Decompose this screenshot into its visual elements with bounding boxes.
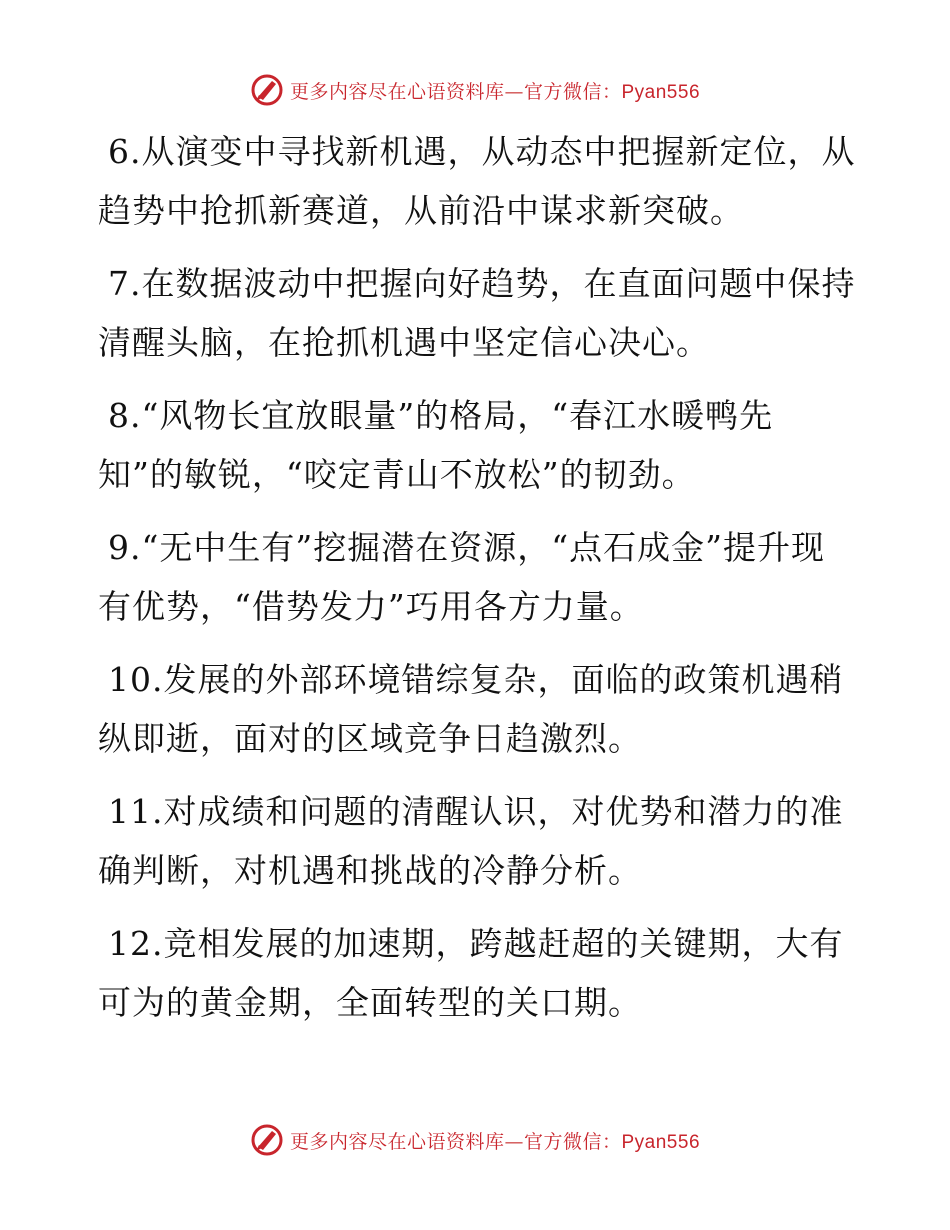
item-text: 对成绩和问题的清醒认识，对优势和潜力的准确判断，对机遇和挑战的冷静分析。 <box>98 792 844 890</box>
item-number: 6. <box>108 132 142 171</box>
footer-wechat-id: Pyan556 <box>621 1131 701 1153</box>
item-text: “风物长宜放眼量”的格局，“春江水暖鸭先知”的敏锐，“咬定青山不放松”的韧劲。 <box>98 396 774 494</box>
item-number: 12. <box>108 924 164 963</box>
header-banner-inner <box>250 73 700 107</box>
header-banner-text <box>290 77 700 104</box>
item-text: 从演变中寻找新机遇，从动态中把握新定位，从趋势中抢抓新赛道，从前沿中谋求新突破。 <box>98 132 856 230</box>
item-number: 8. <box>108 396 142 435</box>
footer-wechat-label: 官方微信： <box>523 1130 622 1153</box>
list-item <box>98 518 858 636</box>
item-number: 11. <box>108 792 164 831</box>
header-banner <box>0 70 950 110</box>
item-text: “无中生有”挖掘潜在资源，“点石成金”提升现有优势，“借势发力”巧用各方力量。 <box>98 528 825 626</box>
item-text: 在数据波动中把握向好趋势，在直面问题中保持清醒头脑，在抢抓机遇中坚定信心决心。 <box>98 264 856 362</box>
list-item <box>98 782 858 900</box>
brush-logo-icon <box>250 73 284 107</box>
header-wechat-label: 官方微信： <box>523 80 622 103</box>
footer-site-name: 更多内容尽在心语资料库 <box>289 1130 505 1153</box>
item-text: 竞相发展的加速期，跨越赶超的关键期，大有可为的黄金期，全面转型的关口期。 <box>98 924 844 1022</box>
footer-banner <box>0 1120 950 1160</box>
list-item <box>98 914 858 1032</box>
item-number: 9. <box>108 528 142 567</box>
document-body <box>98 122 858 1046</box>
list-item <box>98 386 858 504</box>
list-item <box>98 254 858 372</box>
brush-logo-icon <box>250 1123 284 1157</box>
item-number: 10. <box>108 660 164 699</box>
item-text: 发展的外部环境错综复杂，面临的政策机遇稍纵即逝，面对的区域竞争日趋激烈。 <box>98 660 844 758</box>
footer-banner-text <box>290 1127 700 1154</box>
header-separator: — <box>504 80 524 103</box>
header-wechat-id: Pyan556 <box>621 81 701 103</box>
item-number: 7. <box>108 264 142 303</box>
footer-separator: — <box>504 1130 524 1153</box>
list-item <box>98 122 858 240</box>
header-site-name: 更多内容尽在心语资料库 <box>289 80 505 103</box>
footer-banner-inner <box>250 1123 700 1157</box>
list-item <box>98 650 858 768</box>
